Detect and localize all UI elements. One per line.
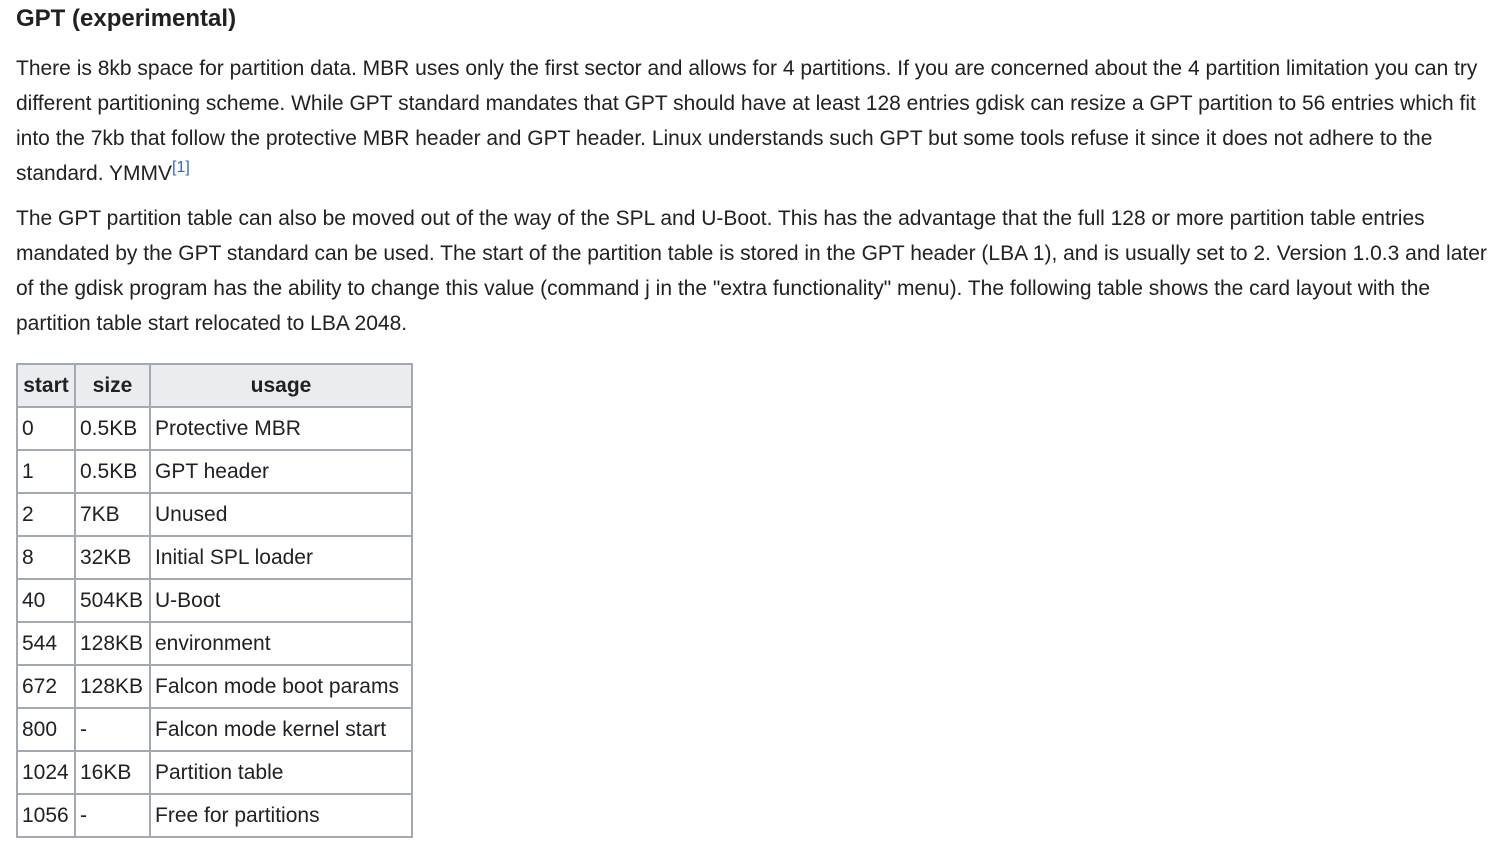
cell-size: 128KB bbox=[75, 665, 150, 708]
cell-usage: GPT header bbox=[150, 450, 412, 493]
cell-size: 504KB bbox=[75, 579, 150, 622]
column-header-usage: usage bbox=[150, 364, 412, 407]
card-layout-table bbox=[16, 363, 413, 838]
cell-usage: Partition table bbox=[150, 751, 412, 794]
cell-usage: Falcon mode boot params bbox=[150, 665, 412, 708]
cell-start: 1 bbox=[17, 450, 75, 493]
cell-usage: Free for partitions bbox=[150, 794, 412, 837]
paragraph-partition-space-text: There is 8kb space for partition data. MBR uses only the first sector and allows for 4 partitions. If you are concerned about the 4 partition limitation you can try different partitioning scheme. While GPT standard mandates that GPT should have at least 128 entries gdisk can resize a GPT partition to 56 entries which fit into the 7kb that follow the protective MBR header and GPT header. Linux understands such GPT but some tools refuse it since it does not adhere to the standard. YMMV bbox=[16, 57, 1478, 185]
table-row bbox=[17, 665, 412, 708]
table-row bbox=[17, 493, 412, 536]
cell-start: 1024 bbox=[17, 751, 75, 794]
cell-start: 800 bbox=[17, 708, 75, 751]
cell-usage: environment bbox=[150, 622, 412, 665]
section-heading: GPT (experimental) bbox=[16, 5, 237, 32]
cell-usage: Unused bbox=[150, 493, 412, 536]
cell-usage: Falcon mode kernel start bbox=[150, 708, 412, 751]
table-row bbox=[17, 708, 412, 751]
cell-size: - bbox=[75, 794, 150, 837]
table-row bbox=[17, 751, 412, 794]
cell-usage: Initial SPL loader bbox=[150, 536, 412, 579]
cell-size: - bbox=[75, 708, 150, 751]
cell-start: 40 bbox=[17, 579, 75, 622]
cell-size: 128KB bbox=[75, 622, 150, 665]
table-row bbox=[17, 622, 412, 665]
table-row bbox=[17, 407, 412, 450]
cell-usage: Protective MBR bbox=[150, 407, 412, 450]
cell-start: 544 bbox=[17, 622, 75, 665]
table-row bbox=[17, 536, 412, 579]
cell-start: 0 bbox=[17, 407, 75, 450]
cell-start: 672 bbox=[17, 665, 75, 708]
cell-size: 32KB bbox=[75, 536, 150, 579]
cell-usage: U-Boot bbox=[150, 579, 412, 622]
cell-start: 2 bbox=[17, 493, 75, 536]
table-row bbox=[17, 579, 412, 622]
reference-superscript bbox=[172, 159, 190, 176]
cell-start: 8 bbox=[17, 536, 75, 579]
paragraph-partition-table-relocation: The GPT partition table can also be moved out of the way of the SPL and U-Boot. This has the advantage that the full 128 or more partition table entries mandated by the GPT standard can be used. The start of the partition table is stored in the GPT header (LBA 1), and is usually set to 2. Version 1.0.3 and later of the gdisk program has the ability to change this value (command j in the "extra functionality" menu). The following table shows the card layout with the partition table start relocated to LBA 2048. bbox=[16, 207, 1487, 335]
cell-start: 1056 bbox=[17, 794, 75, 837]
table-row bbox=[17, 794, 412, 837]
column-header-start: start bbox=[17, 364, 75, 407]
cell-size: 7KB bbox=[75, 493, 150, 536]
table-header-row bbox=[17, 364, 412, 407]
column-header-size: size bbox=[75, 364, 150, 407]
cell-size: 0.5KB bbox=[75, 450, 150, 493]
cell-size: 16KB bbox=[75, 751, 150, 794]
reference-link-1[interactable]: [1] bbox=[172, 159, 190, 176]
paragraph-partition-space bbox=[16, 51, 1506, 191]
table-row bbox=[17, 450, 412, 493]
cell-size: 0.5KB bbox=[75, 407, 150, 450]
